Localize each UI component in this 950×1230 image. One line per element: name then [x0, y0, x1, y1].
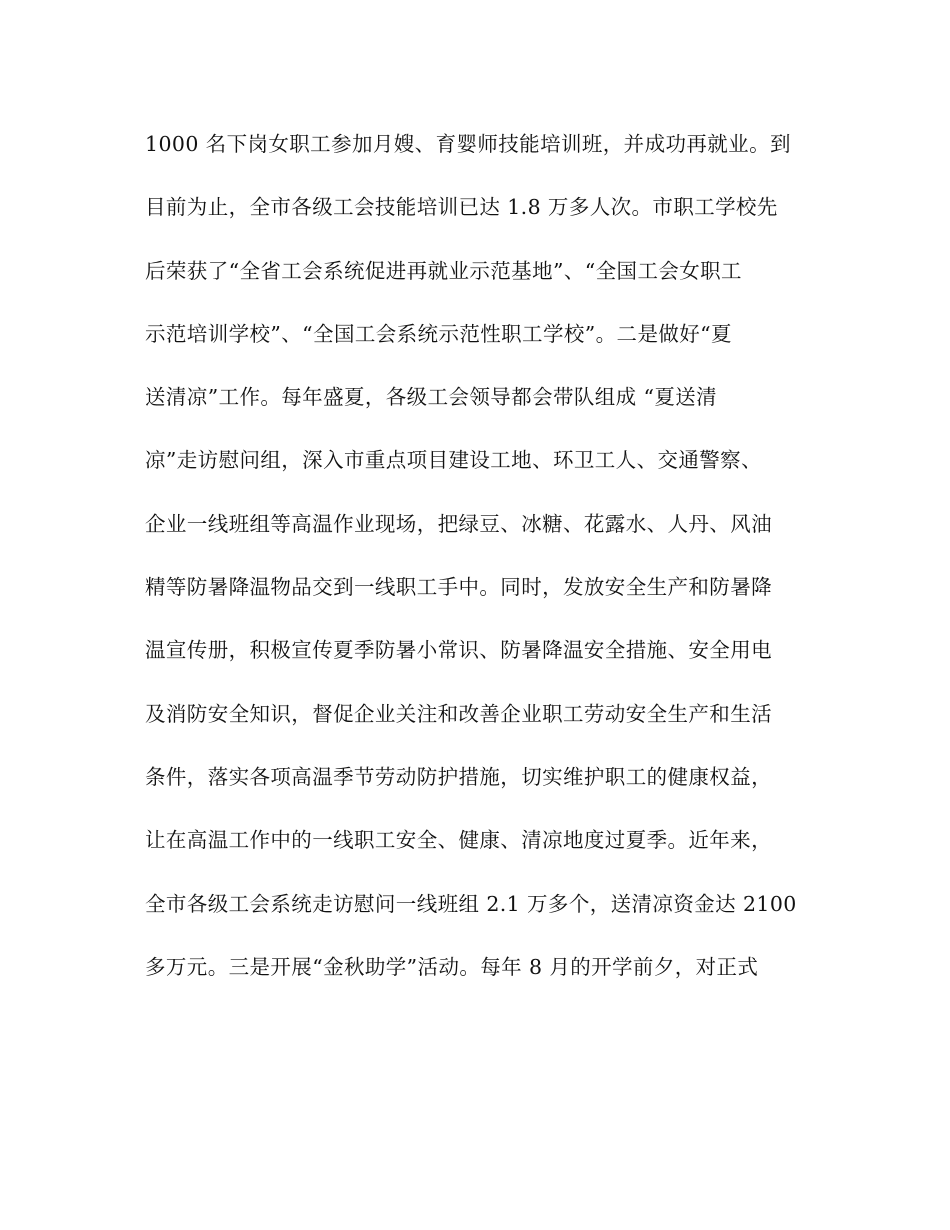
text-line: 送清凉”工作。每年盛夏，各级工会领导都会带队组成 “夏送清 — [145, 385, 718, 410]
text-line: 企业一线班组等高温作业现场，把绿豆、冰糖、花露水、人丹、风油 — [145, 511, 772, 536]
text-line: 示范培训学校”、“全国工会系统示范性职工学校”。二是做好“夏 — [145, 321, 732, 346]
text-line: 全市各级工会系统走访慰问一线班组 2.1 万多个，送清凉资金达 2100 — [145, 891, 797, 916]
text-line: 精等防暑降温物品交到一线职工手中。同时，发放安全生产和防暑降 — [145, 575, 772, 600]
text-line: 让在高温工作中的一线职工安全、健康、清凉地度过夏季。近年来， — [145, 828, 772, 853]
text-line: 多万元。三是开展“金秋助学”活动。每年 8 月的开学前夕，对正式 — [145, 954, 759, 979]
text-line: 1000 名下岗女职工参加月嫂、育婴师技能培训班，并成功再就业。到 — [145, 132, 791, 156]
text-line: 目前为止，全市各级工会技能培训已达 1.8 万多人次。市职工学校先 — [145, 195, 778, 220]
text-line: 条件，落实各项高温季节劳动防护措施，切实维护职工的健康权益， — [145, 764, 772, 789]
text-line: 温宣传册，积极宣传夏季防暑小常识、防暑降温安全措施、安全用电 — [145, 638, 772, 663]
body-text — [145, 124, 805, 1010]
text-line: 凉”走访慰问组，深入市重点项目建设工地、环卫工人、交通警察、 — [145, 448, 762, 473]
text-line: 后荣获了“全省工会系统促进再就业示范基地”、“全国工会女职工 — [145, 258, 742, 283]
text-line: 及消防安全知识，督促企业关注和改善企业职工劳动安全生产和生活 — [145, 701, 772, 726]
